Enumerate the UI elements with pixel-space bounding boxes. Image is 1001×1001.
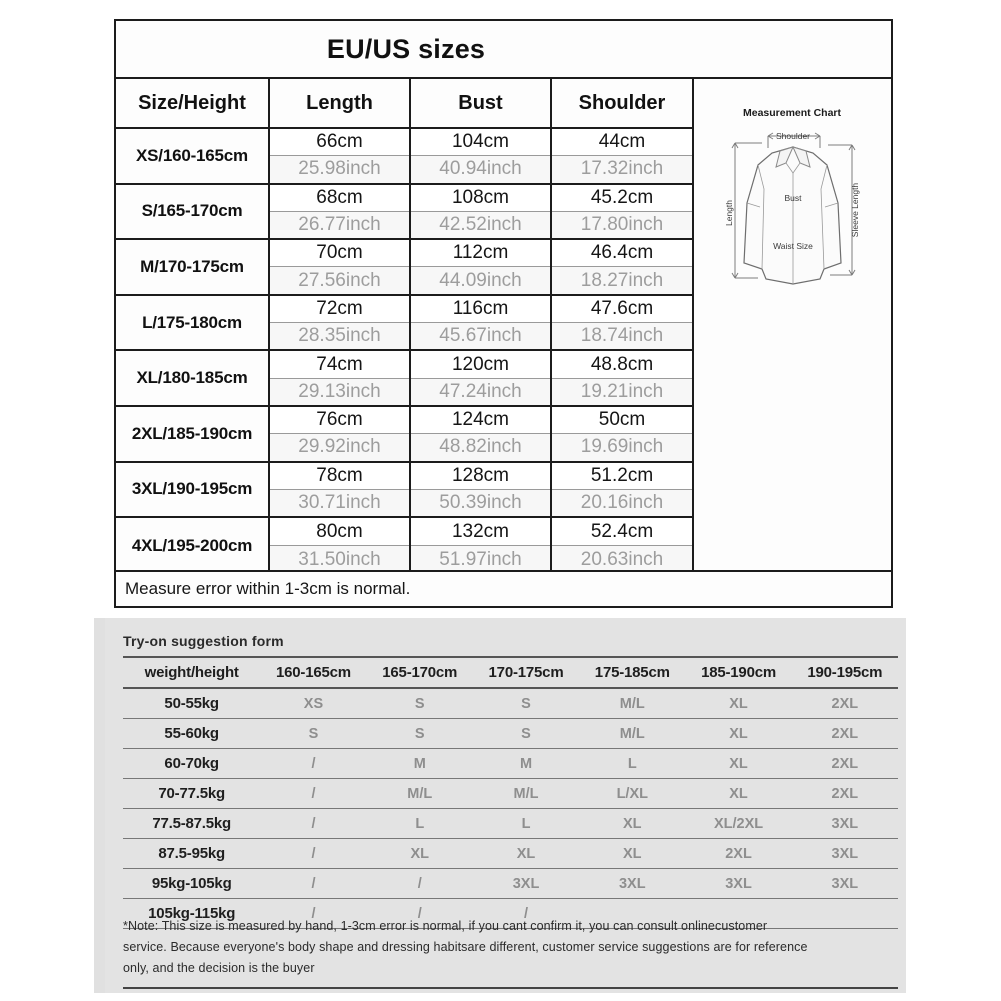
value-inch: 47.24inch	[411, 379, 550, 405]
value-inch: 45.67inch	[411, 323, 550, 349]
diagram-label-sleeve-length: Sleeve Length	[850, 182, 860, 238]
diagram-label-length: Length	[724, 200, 734, 226]
column-header-190-195: 190-195cm	[792, 657, 898, 688]
cell-size: 4XL/195-200cm	[116, 518, 270, 574]
diagram-title-text: Measurement Chart	[742, 107, 842, 119]
cell-size: S	[367, 688, 473, 719]
value-cm: 132cm	[411, 518, 550, 546]
value-inch: 31.50inch	[270, 546, 409, 573]
cell-size: XL	[685, 779, 791, 809]
cell-size: 2XL	[685, 839, 791, 869]
cell-size: S	[260, 719, 366, 749]
bottom-divider	[123, 987, 898, 989]
page-title: EU/US sizes	[326, 33, 486, 64]
row-label: 87.5-95kg	[123, 839, 260, 869]
cell-shoulder	[552, 240, 692, 294]
table-row	[116, 463, 692, 519]
value-inch: 42.52inch	[411, 212, 550, 238]
cell-size: XL	[685, 719, 791, 749]
cell-shoulder	[552, 463, 692, 517]
table-row	[116, 351, 692, 407]
cell-bust	[411, 407, 552, 461]
value-inch: 20.16inch	[552, 490, 692, 516]
try-on-note	[123, 916, 898, 979]
note-line: *Note: This size is measured by hand, 1-3cm error is normal, if you cant confirm it, you can consult onlinecustomer	[123, 919, 768, 933]
cell-size: L	[473, 809, 579, 839]
cell-bust	[411, 518, 552, 574]
table-row	[123, 839, 898, 869]
value-cm: 112cm	[411, 240, 550, 267]
value-inch: 19.21inch	[552, 379, 692, 405]
table-row	[123, 809, 898, 839]
cell-length	[270, 185, 411, 239]
cell-size: S	[473, 719, 579, 749]
column-header-bust: Bust	[411, 79, 552, 127]
cell-size: M/L	[473, 779, 579, 809]
cell-size: 2XL	[792, 688, 898, 719]
diagram-label-shoulder: Shoulder	[775, 131, 811, 141]
cell-size: 3XL	[792, 809, 898, 839]
cell-size: /	[260, 779, 366, 809]
table-row	[116, 129, 692, 185]
row-label: 95kg-105kg	[123, 869, 260, 899]
cell-size: M	[473, 749, 579, 779]
diagram-label-bust: Bust	[784, 193, 802, 203]
cell-length	[270, 129, 411, 183]
row-label: 55-60kg	[123, 719, 260, 749]
table-row	[123, 719, 898, 749]
cell-size: M/L	[367, 779, 473, 809]
value-cm: 116cm	[411, 296, 550, 323]
value-inch: 50.39inch	[411, 490, 550, 516]
value-inch: 26.77inch	[270, 212, 409, 238]
cell-size: 3XL/190-195cm	[116, 463, 270, 517]
try-on-title: Try-on suggestion form	[123, 633, 284, 649]
cell-shoulder	[552, 518, 692, 574]
cell-size: 3XL	[685, 869, 791, 899]
cell-bust	[411, 463, 552, 517]
cell-size: XL	[367, 839, 473, 869]
cell-size: 2XL/185-190cm	[116, 407, 270, 461]
cell-size: /	[260, 869, 366, 899]
cell-length	[270, 407, 411, 461]
table-row	[116, 407, 692, 463]
value-cm: 47.6cm	[552, 296, 692, 323]
cell-shoulder	[552, 129, 692, 183]
cell-size: /	[473, 899, 579, 929]
eu-us-sizes-panel	[114, 19, 893, 608]
value-inch: 19.69inch	[552, 434, 692, 460]
column-header-160-165: 160-165cm	[260, 657, 366, 688]
row-label: 50-55kg	[123, 688, 260, 719]
panel-body	[116, 79, 891, 606]
value-cm: 48.8cm	[552, 351, 692, 378]
table-row	[116, 296, 692, 352]
row-label: 77.5-87.5kg	[123, 809, 260, 839]
cell-size: XS	[260, 688, 366, 719]
value-inch: 17.32inch	[552, 156, 692, 182]
cell-shoulder	[552, 351, 692, 405]
cell-size: M	[367, 749, 473, 779]
cell-size: XL	[579, 839, 685, 869]
cell-size: XL/180-185cm	[116, 351, 270, 405]
value-cm: 108cm	[411, 185, 550, 212]
column-header-weight-height: weight/height	[123, 657, 260, 688]
try-on-suggestion-panel	[94, 618, 906, 993]
cell-size: XL	[685, 688, 791, 719]
table-row	[123, 779, 898, 809]
cell-size: M/L	[579, 688, 685, 719]
value-cm: 70cm	[270, 240, 409, 267]
cell-size: 2XL	[792, 719, 898, 749]
value-cm: 52.4cm	[552, 518, 692, 546]
cell-bust	[411, 351, 552, 405]
measure-error-note: Measure error within 1-3cm is normal.	[116, 570, 891, 606]
cell-size: XL/2XL	[685, 809, 791, 839]
cell-length	[270, 463, 411, 517]
cell-size: 2XL	[792, 779, 898, 809]
value-inch: 44.09inch	[411, 267, 550, 293]
cell-bust	[411, 129, 552, 183]
value-inch: 29.92inch	[270, 434, 409, 460]
cell-shoulder	[552, 296, 692, 350]
value-inch: 40.94inch	[411, 156, 550, 182]
cell-size: XL	[685, 749, 791, 779]
cell-size: S	[473, 688, 579, 719]
cell-size: /	[260, 809, 366, 839]
column-header-165-170: 165-170cm	[367, 657, 473, 688]
table-row	[123, 688, 898, 719]
value-inch: 48.82inch	[411, 434, 550, 460]
cell-size: /	[367, 899, 473, 929]
cell-size: 3XL	[792, 839, 898, 869]
cell-length	[270, 240, 411, 294]
table-row	[116, 185, 692, 241]
cell-size: /	[367, 869, 473, 899]
try-on-inner	[105, 618, 906, 993]
value-inch: 25.98inch	[270, 156, 409, 182]
size-table-header	[116, 79, 692, 129]
value-inch: 18.27inch	[552, 267, 692, 293]
shirt-measurement-illustration	[700, 103, 885, 293]
cell-size: L/XL	[579, 779, 685, 809]
cell-size: L	[367, 809, 473, 839]
row-label: 60-70kg	[123, 749, 260, 779]
cell-bust	[411, 240, 552, 294]
cell-size: 3XL	[579, 869, 685, 899]
cell-size: XL	[473, 839, 579, 869]
value-cm: 44cm	[552, 129, 692, 156]
table-row	[116, 518, 692, 574]
column-header-length: Length	[270, 79, 411, 127]
cell-length	[270, 351, 411, 405]
cell-size: L	[579, 749, 685, 779]
cell-bust	[411, 185, 552, 239]
value-inch: 20.63inch	[552, 546, 692, 573]
value-cm: 104cm	[411, 129, 550, 156]
value-cm: 120cm	[411, 351, 550, 378]
value-cm: 128cm	[411, 463, 550, 490]
cell-shoulder	[552, 185, 692, 239]
diagram-label-waist: Waist Size	[773, 241, 813, 251]
size-table	[116, 79, 694, 606]
cell-length	[270, 518, 411, 574]
panel-title-row	[116, 21, 891, 79]
measurement-diagram	[694, 79, 891, 606]
try-on-header-row	[123, 657, 898, 688]
value-cm: 50cm	[552, 407, 692, 434]
table-row	[123, 869, 898, 899]
cell-length	[270, 296, 411, 350]
value-inch: 17.80inch	[552, 212, 692, 238]
cell-size: L/175-180cm	[116, 296, 270, 350]
cell-size: XS/160-165cm	[116, 129, 270, 183]
value-cm: 66cm	[270, 129, 409, 156]
cell-size: 2XL	[792, 749, 898, 779]
value-inch: 30.71inch	[270, 490, 409, 516]
value-cm: 124cm	[411, 407, 550, 434]
column-header-175-185: 175-185cm	[579, 657, 685, 688]
cell-size: /	[260, 899, 366, 929]
cell-bust	[411, 296, 552, 350]
note-line: service. Because everyone's body shape and dressing habitsare different, customer service suggestions are for reference	[123, 940, 808, 954]
cell-size: S/165-170cm	[116, 185, 270, 239]
note-line: only, and the decision is the buyer	[123, 961, 315, 975]
row-label: 70-77.5kg	[123, 779, 260, 809]
value-inch: 27.56inch	[270, 267, 409, 293]
value-cm: 76cm	[270, 407, 409, 434]
value-inch: 51.97inch	[411, 546, 550, 573]
cell-size: /	[260, 749, 366, 779]
try-on-table	[123, 656, 898, 929]
value-inch: 29.13inch	[270, 379, 409, 405]
cell-size: S	[367, 719, 473, 749]
cell-size: XL	[579, 809, 685, 839]
cell-size: 3XL	[792, 869, 898, 899]
cell-size: /	[260, 839, 366, 869]
column-header-170-175: 170-175cm	[473, 657, 579, 688]
cell-size: 3XL	[473, 869, 579, 899]
row-label: 105kg-115kg	[123, 899, 260, 929]
column-header-185-190: 185-190cm	[685, 657, 791, 688]
value-inch: 28.35inch	[270, 323, 409, 349]
value-cm: 46.4cm	[552, 240, 692, 267]
cell-size: M/170-175cm	[116, 240, 270, 294]
value-cm: 45.2cm	[552, 185, 692, 212]
cell-size: M/L	[579, 719, 685, 749]
value-cm: 72cm	[270, 296, 409, 323]
value-cm: 78cm	[270, 463, 409, 490]
value-cm: 68cm	[270, 185, 409, 212]
table-row	[123, 749, 898, 779]
value-cm: 80cm	[270, 518, 409, 546]
value-inch: 18.74inch	[552, 323, 692, 349]
value-cm: 51.2cm	[552, 463, 692, 490]
cell-shoulder	[552, 407, 692, 461]
column-header-size-height: Size/Height	[116, 79, 270, 127]
table-row	[116, 240, 692, 296]
column-header-shoulder: Shoulder	[578, 91, 666, 114]
value-cm: 74cm	[270, 351, 409, 378]
